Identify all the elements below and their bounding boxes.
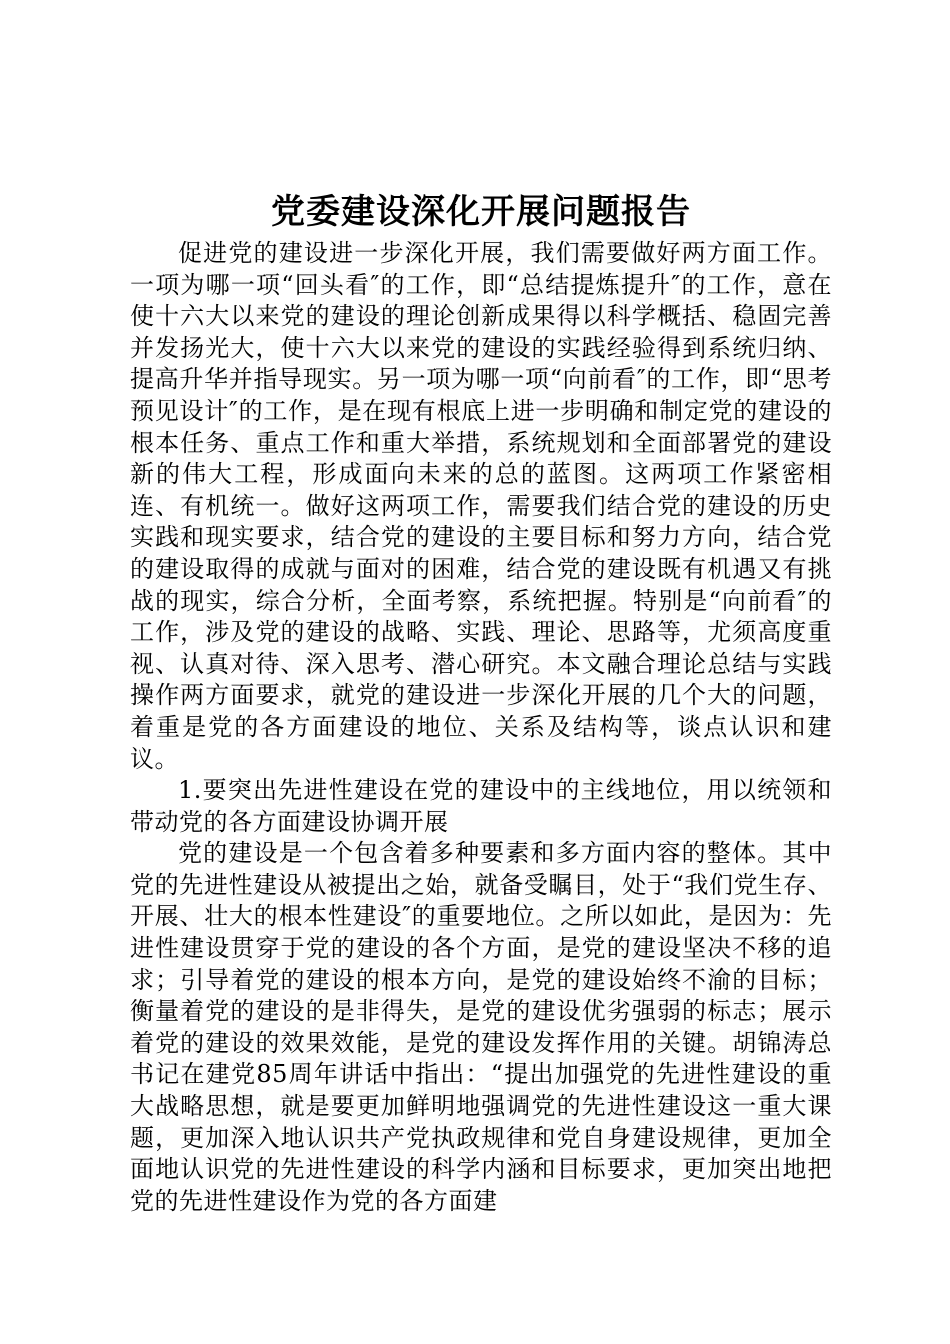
paragraph-intro: 促进党的建设进一步深化开展，我们需要做好两方面工作。一项为哪一项“回头看″的工作，即“总结提炼提升″的工作，意在使十六大以来党的建设的理论创新成果得以科学概括、稳固完善并发扬光大，使十六大以来党的建设的实践经验得到系统归纳、提高升华并指导现实。另一项为哪一项“向前看″的工作，即“思考预见设计″的工作，是在现有根底上进一步明确和制定党的建设的根本任务、重点工作和重大举措，系统规划和全面部署党的建设新的伟大工程，形成面向未来的总的蓝图。这两项工作紧密相连、有机统一。做好这两项工作，需要我们结合党的建设的历史实践和现实要求，结合党的建设的主要目标和努力方向，结合党的建设取得的成就与面对的困难，结合党的建设既有机遇又有挑战的现实，综合分析，全面考察，系统把握。特别是“向前看″的工作，涉及党的建设的战略、实践、理论、思路等，尤须高度重视、认真对待、深入思考、潜心研究。本文融合理论总结与实践操作两方面要求，就党的建设进一步深化开展的几个大的问题，着重是党的各方面建设的地位、关系及结构等，谈点认识和建议。 [130, 239, 832, 773]
document-title: 党委建设深化开展问题报告 [271, 192, 691, 232]
section-heading-1: 1.要突出先进性建设在党的建设中的主线地位，用以统领和带动党的各方面建设协调开展 [130, 776, 832, 836]
paragraph-section-1: 党的建设是一个包含着多种要素和多方面内容的整体。其中党的先进性建设从被提出之始，就备受瞩目，处于“我们党生存、开展、壮大的根本性建设″的重要地位。之所以如此，是因为：先进性建设贯穿于党的建设的各个方面，是党的建设坚决不移的追求；引导着党的建设的根本方向，是党的建设始终不渝的目标；衡量着党的建设的是非得失，是党的建设优劣强弱的标志；展示着党的建设的效果效能，是党的建设发挥作用的关键。胡锦涛总书记在建党85周年讲话中指出：“提出加强党的先进性建设的重大战略思想，就是要更加鲜明地强调党的先进性建设这一重大课题，更加深入地认识共产党执政规律和党自身建设规律，更加全面地认识党的先进性建设的科学内涵和目标要求，更加突出地把党的先进性建设作为党的各方面建 [130, 839, 832, 1215]
document-body [130, 190, 832, 1217]
